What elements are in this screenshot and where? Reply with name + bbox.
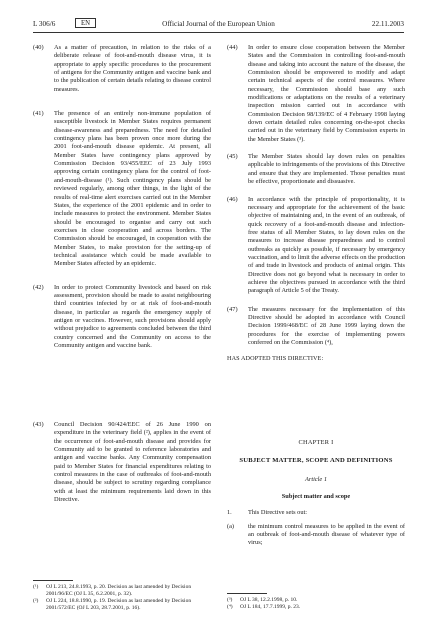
publication-date: 22.11.2003 (371, 20, 404, 28)
recital-text: Council Decision 90/424/EEC of 26 June 1990 on expenditure in the veterinary field (²), applies in the event of the occurrence of foot-and-mouth disease and provides for Community aid to be granted to reference laboratories and antigen and vaccine banks. Any Community compensation paid to Member States for financial expenditures relating to control measures in the case of outbreaks of foot-and-mouth disease, should be subject to scrutiny regarding compliance with at least the minimum requirements laid down in this Directive. (54, 421, 211, 504)
footnote-rule-left (33, 580, 73, 581)
footnote-text: OJ L 38, 12.2.1998, p. 10. (240, 597, 298, 603)
right-column (227, 44, 405, 364)
recital-44 (227, 44, 405, 144)
footnote (33, 584, 211, 598)
footnotes-right (227, 597, 405, 611)
recital-number: (45) (227, 153, 238, 161)
recital-43-body (33, 421, 211, 504)
recital-text: As a matter of precaution, in relation to the risks of a deliberate release of foot-and-mouth disease virus, it is appropriate to apply specific procedures to the procurement of antigens for the Community antigen and vaccine bank and to the publication of certain details relating to disease control measures. (54, 44, 211, 93)
recital-text: In accordance with the principle of proportionality, it is necessary and appropriate for the achievement of the basic objective of maintaining and, in the event of an outbreak, of quick recovery of a foot-and-mouth disease and infection-free status of all Member States, to lay down rules on the measures to increase disease preparedness and to control outbreaks as quickly as possible, if necessary by emergency vaccination, and to limit the adverse effects on the production of and trade in livestock and products of animal origin. This Directive does not go beyond what is necessary in order to achieve the objectives pursued in accordance with the third paragraph of Article 5 of the Treaty. (248, 195, 405, 295)
footnote-number: (³) (227, 597, 233, 603)
recital-text: In order to ensure close cooperation between the Member States and the Commission in controlling foot-and-mouth disease and taking into account the nature of the disease, the Commission should be empowered to modify and adapt certain technical aspects of the control measures. Where necessary, the Commission should base any such modifications or adaptations on the results of a veterinary inspection mission carried out in accordance with Commission Decision 98/139/EC of 4 February 1998 laying down certain detailed rules concerning on-the-spot checks carried out in the veterinary field by Commission experts in the Member States (³). (248, 44, 405, 143)
footnote-number: (²) (33, 598, 39, 604)
header-rule (33, 32, 404, 33)
page-header (33, 18, 404, 32)
item-text: the minimum control measures to be applied in the event of an outbreak of foot-and-mouth disease of whatever type of virus; (248, 522, 405, 547)
footnote-text: OJ L 184, 17.7.1999, p. 23. (240, 604, 301, 610)
recital-42 (33, 284, 211, 351)
paragraph-text: This Directive sets out: (248, 509, 308, 517)
recital-text: The presence of an entirely non-immune population of susceptible livestock in Member States requires permanent disease-awareness and preparedness. The need for detailed contingency plans has been proven once more during the 2001 foot-and-mouth disease epidemic. At present, all Member States have contingency plans approved by Commission Decision 93/455/EEC of 23 July 1993 approving certain contingency plans for the control of foot-and-mouth-disease (¹). Such contingency plans should be reviewed regularly, among other things, in the light of the results of real-time alert exercises carried out in the Member States, the experience of the 2001 epidemic and in order to include measures to protect the environment. Member States should be encouraged to organise and carry out such exercises in close cooperation and across borders. The Commission should be encouraged, in cooperation with the Member States, to make provision for the setting-up of technical assistance which could be made available to Member States affected by an epidemic. (54, 110, 211, 268)
footnote-rule-right (227, 593, 267, 594)
paragraph-number: 1. (227, 509, 232, 517)
recital-number: (44) (227, 44, 238, 51)
recital-number: (43) (33, 421, 44, 428)
recital-text: In order to protect Community livestock and based on risk assessment, provision should be made to assist neighbouring third countries infected by or at risk of foot-and-mouth disease, in particular as regards the emergency supply of antigen or vaccines. However, such provisions should apply without prejudice to agreements concluded between the third country concerned and the Community on access to the Community antigen and vaccine bank. (54, 283, 211, 349)
chapter-title: SUBJECT MATTER, SCOPE AND DEFINITIONS (239, 457, 393, 465)
adoption-formula: HAS ADOPTED THIS DIRECTIVE: (227, 355, 324, 363)
recital-40 (33, 44, 211, 94)
article-title: Subject matter and scope (281, 493, 351, 501)
page-number: L 306/6 (33, 20, 56, 28)
recital-41 (33, 110, 211, 269)
chapter-label: CHAPTER I (298, 439, 334, 446)
recital-43 (33, 421, 211, 504)
footnote-text: OJ L 224, 18.8.1990, p. 19. Decision as last amended by Decision 2001/572/EC (OJ L 203, 28.7.2001, p. 16). (46, 598, 192, 611)
recital-47 (227, 306, 405, 348)
footnote (227, 604, 405, 611)
recital-number: (46) (227, 195, 238, 203)
footnote (227, 597, 405, 604)
recital-45 (227, 153, 405, 186)
footnotes-left (33, 584, 211, 612)
footnote (33, 598, 211, 612)
left-column (33, 44, 211, 350)
article-paragraph-1 (227, 509, 405, 517)
footnote-number: (⁴) (227, 604, 233, 610)
article-item-a (227, 523, 405, 548)
journal-title: Official Journal of the European Union (162, 20, 275, 28)
footnote-number: (¹) (33, 584, 39, 590)
recital-text: The measures necessary for the implementation of this Directive should be adopted in accordance with Council Decision 1999/468/EC of 28 June 1999 laying down the procedures for the exercise of implementing powers conferred on the Commission (⁴), (248, 305, 405, 346)
recital-number: (47) (227, 305, 238, 313)
item-number: (a) (227, 522, 235, 530)
chapter-section (227, 439, 405, 548)
recital-number: (40) (33, 44, 44, 51)
recital-number: (41) (33, 110, 44, 118)
recital-46 (227, 196, 405, 296)
footnote-text: OJ L 213, 24.8.1993, p. 20. Decision as last amended by Decision 2001/96/EC (OJ L 35, 6.2.2001, p. 32). (46, 584, 192, 597)
article-label: Article 1 (304, 475, 328, 483)
language-badge: EN (75, 18, 96, 28)
recital-text: The Member States should lay down rules on penalties applicable to infringements of the provisions of this Directive and ensure that they are implemented. Those penalties must be effective, proportionate and dissuasive. (248, 153, 405, 186)
recital-number: (42) (33, 283, 44, 291)
